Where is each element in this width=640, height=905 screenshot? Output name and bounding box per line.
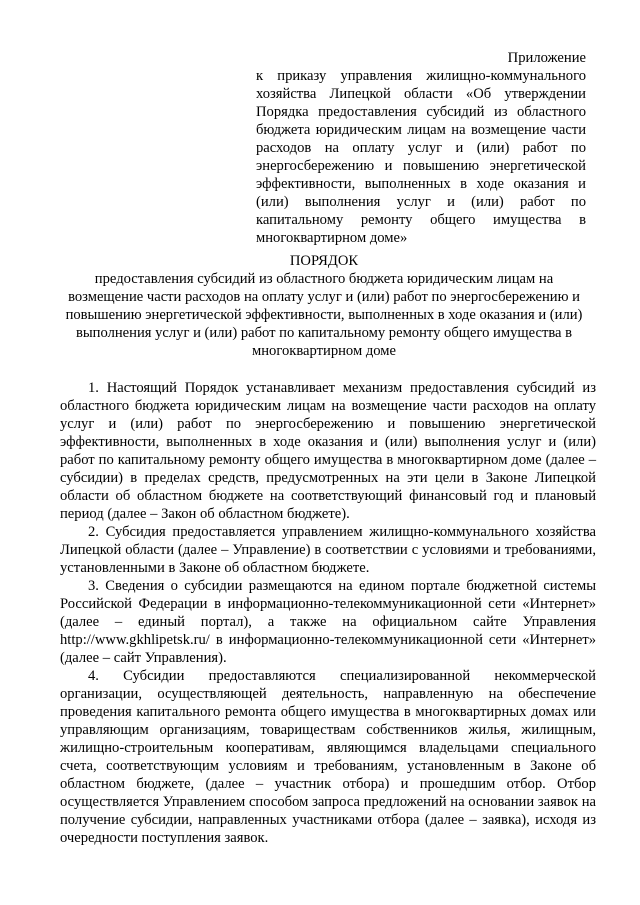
appendix-title: Приложение xyxy=(507,50,586,66)
document-heading xyxy=(60,252,588,360)
paragraph-2: 2. Субсидия предоставляется управлением жилищно-коммунального хозяйства Липецкой области (далее – Управление) в соответствии с условиями и требованиями, установленными в Законе об областном бюджете. xyxy=(60,524,596,576)
paragraph-4: 4. Субсидии предоставляются специализированной некоммерческой организации, осуществляющей деятельность, направленную на обеспечение проведения капитального ремонта общего имущества в многоквартирных домах или управляющим организациям, товариществам собственников жилья, жилищным, жилищно-строительным кооперативам, являющимся владельцами специального счета, соответствующим условиям и требованиям, установленным в Законе об областном бюджете, (далее – участник отбора) и прошедшим отбор. Отбор осуществляется Управлением способом запроса предложений на основании заявок на получение субсидии, направленных участниками отбора (далее – заявка), исходя из очередности поступления заявок. xyxy=(60,668,596,846)
heading-subtitle: предоставления субсидий из областного бюджета юридическим лицам на возмещение части расходов на оплату услуг и (или) работ по энергосбережению и повышению энергетической эффективности, выполненных в ходе оказания и (или) выполнения услуг и (или) работ по капитальному ремонту общего имущества в многоквартирном доме xyxy=(65,271,583,359)
appendix-block xyxy=(256,49,586,247)
paragraph-3: 3. Сведения о субсидии размещаются на едином портале бюджетной системы Российской Федерации в информационно-телекоммуникационной сети «Интернет» (далее – единый портал), а также на официальном сайте Управления http://www.gkhlipetsk.ru/ в информационно-телекоммуникационной сети «Интернет» (далее – сайт Управления). xyxy=(60,578,596,666)
appendix-text: к приказу управления жилищно-коммунального хозяйства Липецкой области «Об утверждении Порядка предоставления субсидий из областного бюджета юридическим лицам на возмещение части расходов на оплату услуг и (или) работ по энергосбережению и повышению энергетической эффективности, выполненных в ходе оказания и (или) выполнения услуг и (или) работ по капитальному ремонту общего имущества в многоквартирном доме» xyxy=(256,68,586,246)
paragraph-1: 1. Настоящий Порядок устанавливает механизм предоставления субсидий из областного бюджета юридическим лицам на возмещение части расходов на оплату услуг и (или) работ по энергосбережению и повышению энергетической эффективности, выполненных в ходе оказания и (или) выполнения услуг и (или) работ по капитальному ремонту общего имущества в многоквартирном доме (далее – субсидии) в пределах средств, предусмотренных на эти цели в Законе Липецкой области об областном бюджете на соответствующий финансовый год и плановый период (далее – Закон об областном бюджете). xyxy=(60,380,596,522)
document-body xyxy=(60,379,596,847)
heading-title: ПОРЯДОК xyxy=(289,253,359,269)
